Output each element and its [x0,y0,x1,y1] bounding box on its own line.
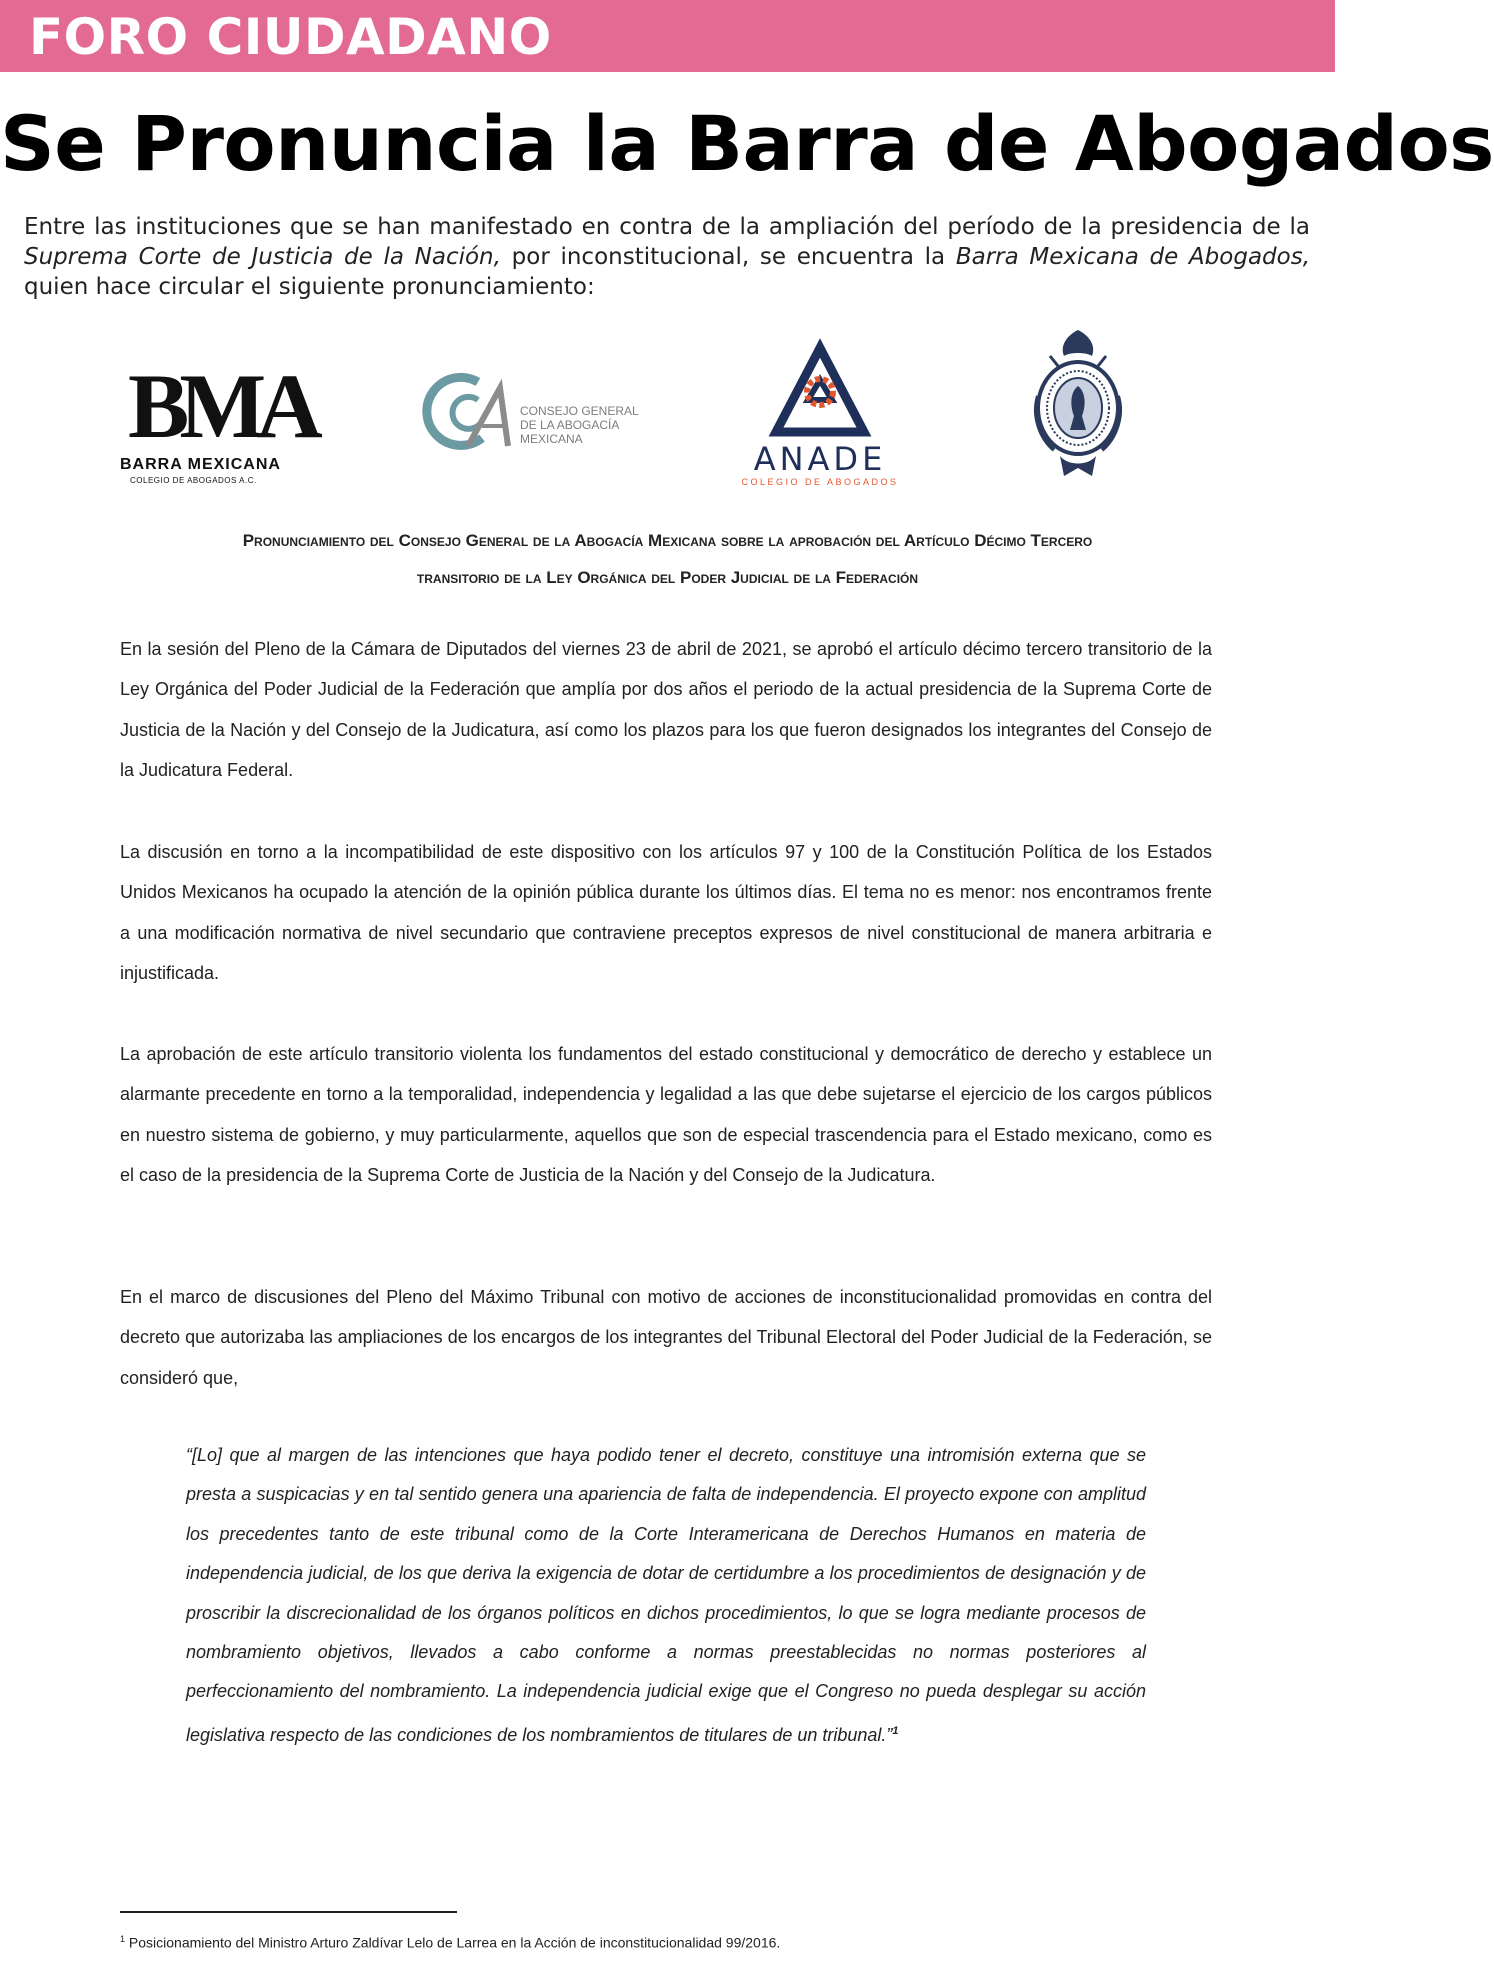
bma-logo-subtitle: COLEGIO DE ABOGADOS A.C. [130,476,257,485]
anade-logo-mark [740,340,900,440]
footnote-reference[interactable]: 1 [892,1724,899,1737]
intro-paragraph [24,212,1310,302]
quote-text: “[Lo] que al margen de las intenciones que haya podido tener el decreto, constituye una intromisión externa que se presta a suspicacias y en tal sentido genera una apariencia de falta de independencia. El proyecto expone con amplitud los precedentes tanto de este tribunal como de la Corte Interamericana de Derechos Humanos en materia de independencia judicial, de los que deriva la exigencia de dotar de certidumbre a los procedimientos de designación y de proscribir la discrecionalidad de los órganos políticos en dichos procedimientos, lo que se logra mediante procesos de nombramiento objetivos, llevados a cabo conforme a normas preestablecidas no normas posteriores al perfeccionamiento del nombramiento. La independencia judicial exige que el Congreso no pueda desplegar su acción legislativa respecto de las condiciones de los nombramientos de titulares de un tribunal.” [186,1445,1146,1745]
footnote-divider [120,1911,457,1913]
footnote-marker: 1 [120,1934,126,1944]
anade-logo-name: ANADE [753,440,887,478]
cgam-line: DE LA ABOGACÍA [520,418,620,432]
cgam-line: MEXICANA [520,432,583,446]
section-banner [0,0,1335,72]
headline: Se Pronuncia la Barra de Abogados [0,99,1494,188]
anade-logo [740,340,900,490]
document-title-line: transitorio de la Ley Orgánica del Poder Judicial de la Federación [416,568,919,587]
document-paragraph: En la sesión del Pleno de la Cámara de Diputados del viernes 23 de abril de 2021, se aprobó el artículo décimo tercero transitorio de la Ley Orgánica del Poder Judicial de la Federación que amplía por dos años el periodo de la actual presidencia de la Suprema Corte de Justicia de la Nación y del Consejo de la Judicatura, así como los plazos para los que fueron designados los integrantes del Consejo de la Judicatura Federal. [120,639,1212,781]
seal-emblem [1030,326,1126,486]
intro-italic-court: Suprema Corte de Justicia de la Nación, [24,244,501,270]
document-paragraph: La aprobación de este artículo transitorio violenta los fundamentos del estado constitucional y democrático de derecho y establece un alarmante precedente en torno a la temporalidad, independencia y legalidad a las que debe sujetarse el ejercicio de los cargos públicos en nuestro sistema de gobierno, y muy particularmente, aquellos que son de especial trascendencia para el Estado mexicano, como es el caso de la presidencia de la Suprema Corte de Justicia de la Nación y del Consejo de la Judicatura. [120,1044,1212,1186]
bma-logo-mark: BMA [128,355,313,457]
cgam-logo [420,364,640,460]
intro-italic-barra: Barra Mexicana de Abogados, [955,244,1310,270]
intro-text: Entre las instituciones que se han manifestado en contra de la ampliación del período de la presidencia de la [24,214,1310,240]
document-paragraph: En el marco de discusiones del Pleno del Máximo Tribunal con motivo de acciones de inconstitucionalidad promovidas en contra del decreto que autorizaba las ampliaciones de los encargos de los integrantes del Tribunal Electoral del Poder Judicial de la Federación, se consideró que, [120,1287,1212,1388]
seal-emblem-icon [1030,326,1126,486]
intro-text: por inconstitucional, se encuentra la [500,244,956,270]
intro-text: quien hace circular el siguiente pronunciamiento: [24,274,595,300]
block-quote [186,1436,1146,1755]
cgam-logo-mark [420,364,530,460]
footnote [120,1930,780,1952]
document-title-line: Pronunciamiento del Consejo General de la Abogacía Mexicana sobre la aprobación del Artículo Décimo Tercero [242,531,1093,550]
cgam-logo-text [520,404,639,446]
bma-logo [118,355,313,492]
footnote-text: Posicionamiento del Ministro Arturo Zaldívar Lelo de Larrea en la Acción de inconstitucionalidad 99/2016. [128,1934,781,1951]
section-label: FORO CIUDADANO [29,8,552,66]
document-paragraph: La discusión en torno a la incompatibilidad de este dispositivo con los artículos 97 y 100 de la Constitución Política de los Estados Unidos Mexicanos ha ocupado la atención de la opinión pública durante los últimos días. El tema no es menor: nos encontramos frente a una modificación normativa de nivel secundario que contraviene preceptos expresos de nivel constitucional de manera arbitraria e injustificada. [120,842,1212,984]
cgam-line: CONSEJO GENERAL [520,404,639,418]
anade-logo-subtitle: COLEGIO DE ABOGADOS [741,477,899,487]
bma-logo-name: BARRA MEXICANA [120,456,281,473]
document-title [120,522,1215,596]
